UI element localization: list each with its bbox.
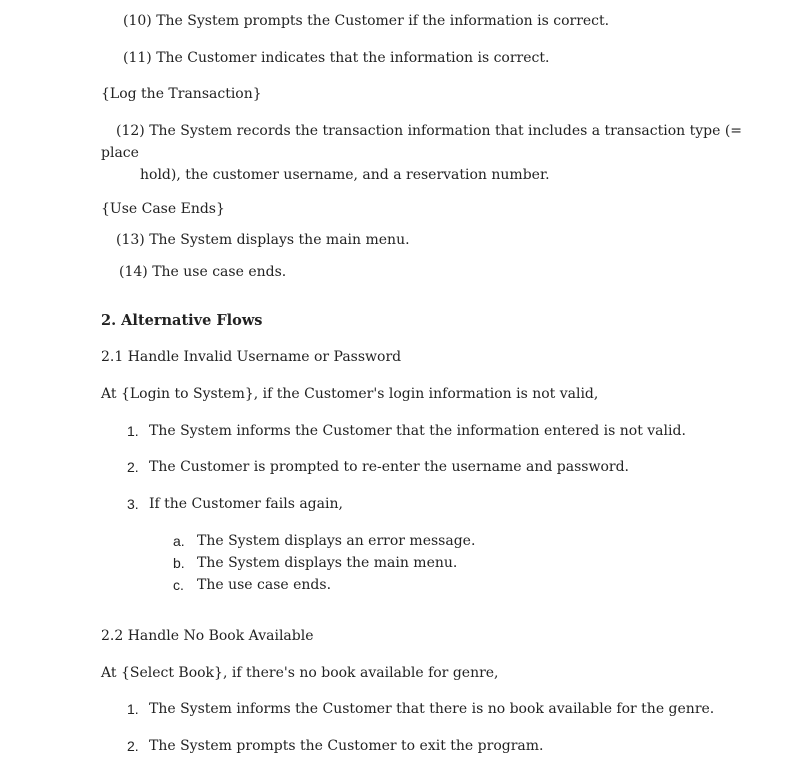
list-marker: a. bbox=[173, 533, 185, 549]
list-item-text: The System prompts the Customer to exit the program. bbox=[149, 738, 544, 754]
step-14: (14) The use case ends. bbox=[119, 264, 287, 280]
list-item-text: The System displays the main menu. bbox=[197, 555, 458, 571]
list-item-text: The Customer is prompted to re-enter the username and password. bbox=[149, 459, 629, 475]
flow-2-1-intro: At {Login to System}, if the Customer's login information is not valid, bbox=[101, 386, 599, 402]
list-marker: 3. bbox=[127, 496, 139, 512]
log-transaction-heading: {Log the Transaction} bbox=[101, 86, 262, 102]
list-item-text: The System displays an error message. bbox=[197, 533, 476, 549]
list-marker: b. bbox=[173, 555, 185, 571]
list-marker: 1. bbox=[127, 701, 139, 717]
list-marker: 1. bbox=[127, 423, 139, 439]
list-item-text: The System informs the Customer that the information entered is not valid. bbox=[149, 423, 686, 439]
step-12-line-1: (12) The System records the transaction information that includes a transaction type (= bbox=[116, 123, 743, 139]
list-marker: c. bbox=[173, 577, 184, 593]
list-item-text: The System informs the Customer that there is no book available for the genre. bbox=[149, 701, 715, 717]
step-12-line-2: place bbox=[101, 145, 139, 161]
flow-2-1-title: 2.1 Handle Invalid Username or Password bbox=[101, 349, 402, 365]
step-11: (11) The Customer indicates that the information is correct. bbox=[123, 50, 550, 66]
step-13: (13) The System displays the main menu. bbox=[116, 232, 410, 248]
flow-2-2-title: 2.2 Handle No Book Available bbox=[101, 628, 314, 644]
alternative-flows-heading: 2. Alternative Flows bbox=[101, 312, 263, 329]
step-10: (10) The System prompts the Customer if the information is correct. bbox=[123, 13, 610, 29]
list-item-text: The use case ends. bbox=[197, 577, 332, 593]
list-marker: 2. bbox=[127, 459, 139, 475]
use-case-ends-heading: {Use Case Ends} bbox=[101, 201, 225, 217]
list-marker: 2. bbox=[127, 738, 139, 754]
step-12-line-3: hold), the customer username, and a reservation number. bbox=[140, 167, 550, 183]
flow-2-2-intro: At {Select Book}, if there's no book available for genre, bbox=[101, 665, 499, 681]
list-item-text: If the Customer fails again, bbox=[149, 496, 343, 512]
